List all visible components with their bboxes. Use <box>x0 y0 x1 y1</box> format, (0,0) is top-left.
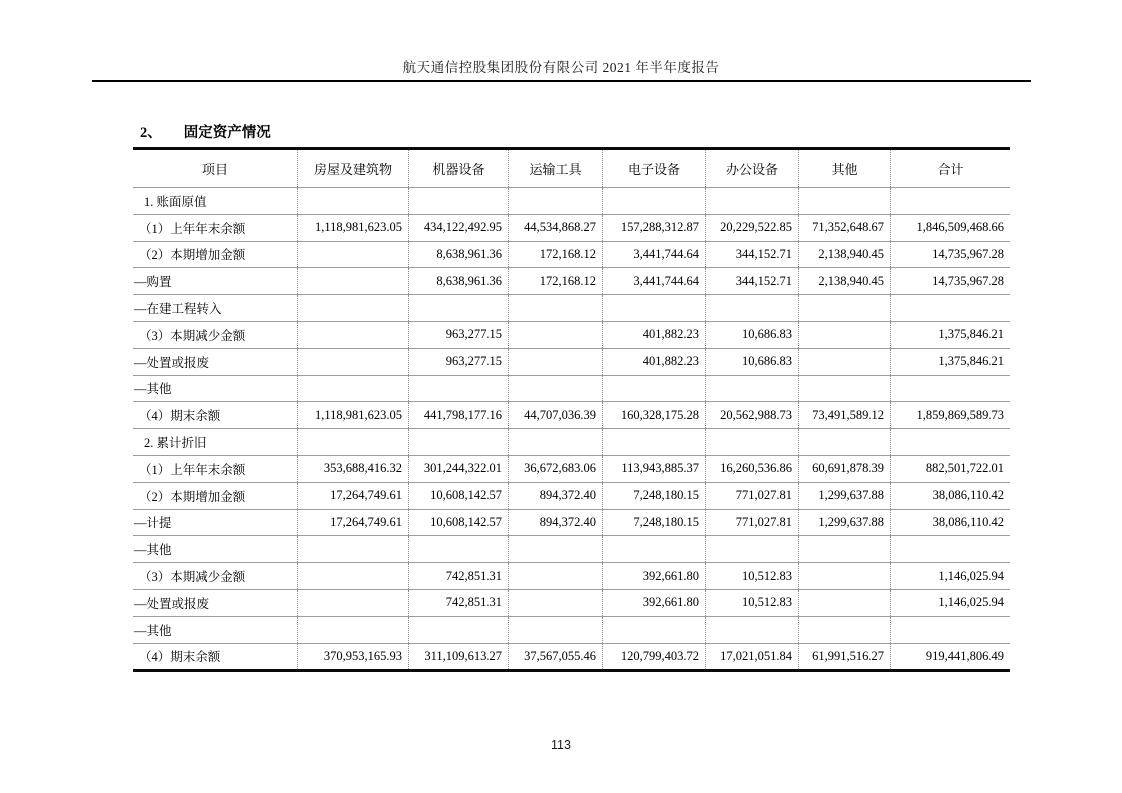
cell-value <box>508 322 602 348</box>
row-label: （4）期末余额 <box>139 650 221 665</box>
cell-value: 10,686.83 <box>705 349 798 375</box>
table-row <box>133 348 1010 375</box>
table-row <box>133 643 1010 670</box>
cell-value <box>508 590 602 616</box>
section-heading <box>133 121 1010 148</box>
table-row <box>133 241 1010 268</box>
column-header-2: 机器设备 <box>408 150 508 187</box>
cell-value <box>408 376 508 402</box>
cell-value <box>602 376 705 402</box>
cell-value <box>798 295 890 321</box>
cell-value: 44,534,868.27 <box>508 215 602 241</box>
cell-value <box>798 188 890 214</box>
cell-value <box>705 295 798 321</box>
cell-value <box>297 188 408 214</box>
cell-value <box>408 188 508 214</box>
section-number: 2、 <box>140 125 162 141</box>
cell-value: 392,661.80 <box>602 563 705 589</box>
cell-value: 882,501,722.01 <box>890 456 1010 482</box>
cell-value: 20,562,988.73 <box>705 402 798 428</box>
column-header-0: 项目 <box>201 162 228 177</box>
cell-value <box>705 188 798 214</box>
cell-value: 172,168.12 <box>508 268 602 294</box>
cell-value: 1,146,025.94 <box>890 563 1010 589</box>
row-label: 2. 累计折旧 <box>144 436 207 451</box>
cell-value: 894,372.40 <box>508 510 602 536</box>
cell-value <box>297 349 408 375</box>
cell-value: 14,735,967.28 <box>890 242 1010 268</box>
cell-value <box>798 617 890 643</box>
cell-value <box>408 429 508 455</box>
row-label: —计提 <box>134 516 172 531</box>
table-row <box>133 589 1010 616</box>
cell-value <box>508 429 602 455</box>
cell-value <box>705 617 798 643</box>
cell-value: 38,086,110.42 <box>890 510 1010 536</box>
cell-value <box>705 376 798 402</box>
cell-value: 392,661.80 <box>602 590 705 616</box>
row-label: （1）上年年末余额 <box>139 462 246 477</box>
table-row <box>133 482 1010 509</box>
cell-value: 71,352,648.67 <box>798 215 890 241</box>
header-rule <box>92 80 1031 82</box>
column-header-1: 房屋及建筑物 <box>297 150 408 187</box>
cell-value: 2,138,940.45 <box>798 268 890 294</box>
cell-value <box>297 617 408 643</box>
cell-value: 2,138,940.45 <box>798 242 890 268</box>
cell-value <box>798 349 890 375</box>
table-row <box>133 187 1010 214</box>
table-row <box>133 535 1010 562</box>
cell-value <box>798 590 890 616</box>
table-row <box>133 267 1010 294</box>
cell-value: 370,953,165.93 <box>297 644 408 670</box>
cell-value <box>890 429 1010 455</box>
cell-value: 14,735,967.28 <box>890 268 1010 294</box>
cell-value: 963,277.15 <box>408 349 508 375</box>
cell-value <box>602 536 705 562</box>
cell-value <box>798 563 890 589</box>
cell-value: 441,798,177.16 <box>408 402 508 428</box>
cell-value <box>297 563 408 589</box>
row-label: —处置或报废 <box>134 355 210 370</box>
cell-value <box>297 295 408 321</box>
cell-value: 172,168.12 <box>508 242 602 268</box>
section-title: 固定资产情况 <box>183 125 271 141</box>
cell-value: 10,512.83 <box>705 563 798 589</box>
cell-value <box>297 268 408 294</box>
cell-value: 10,608,142.57 <box>408 510 508 536</box>
cell-value: 38,086,110.42 <box>890 483 1010 509</box>
table-row <box>133 401 1010 428</box>
table-header-row <box>133 150 1010 187</box>
report-header: 航天通信控股集团股份有限公司 2021 年半年度报告 <box>402 60 720 75</box>
cell-value: 16,260,536.86 <box>705 456 798 482</box>
cell-value <box>297 429 408 455</box>
cell-value: 401,882.23 <box>602 322 705 348</box>
cell-value <box>705 536 798 562</box>
column-header-7: 合计 <box>890 150 1010 187</box>
row-label: （1）上年年末余额 <box>139 221 246 236</box>
cell-value: 1,118,981,623.05 <box>297 215 408 241</box>
table-body <box>133 187 1010 669</box>
cell-value: 3,441,744.64 <box>602 242 705 268</box>
table-row <box>133 375 1010 402</box>
cell-value <box>508 376 602 402</box>
cell-value: 1,859,869,589.73 <box>890 402 1010 428</box>
cell-value: 1,146,025.94 <box>890 590 1010 616</box>
cell-value: 120,799,403.72 <box>602 644 705 670</box>
cell-value <box>508 295 602 321</box>
row-label: —购置 <box>134 275 172 290</box>
cell-value: 742,851.31 <box>408 590 508 616</box>
cell-value <box>890 536 1010 562</box>
cell-value: 311,109,613.27 <box>408 644 508 670</box>
cell-value <box>408 295 508 321</box>
cell-value <box>297 242 408 268</box>
cell-value <box>602 188 705 214</box>
cell-value: 919,441,806.49 <box>890 644 1010 670</box>
cell-value <box>705 429 798 455</box>
cell-value <box>408 536 508 562</box>
cell-value <box>508 349 602 375</box>
row-label: （2）本期增加金额 <box>139 248 246 263</box>
cell-value <box>508 617 602 643</box>
cell-value <box>890 295 1010 321</box>
cell-value <box>408 617 508 643</box>
table-row <box>133 321 1010 348</box>
table-row <box>133 294 1010 321</box>
cell-value <box>798 536 890 562</box>
cell-value: 1,375,846.21 <box>890 322 1010 348</box>
cell-value: 742,851.31 <box>408 563 508 589</box>
cell-value <box>297 590 408 616</box>
cell-value <box>798 376 890 402</box>
row-label: —在建工程转入 <box>134 302 222 317</box>
cell-value <box>508 536 602 562</box>
cell-value: 60,691,878.39 <box>798 456 890 482</box>
cell-value <box>602 617 705 643</box>
cell-value: 8,638,961.36 <box>408 268 508 294</box>
cell-value: 1,299,637.88 <box>798 510 890 536</box>
cell-value: 7,248,180.15 <box>602 483 705 509</box>
row-label: —处置或报废 <box>134 596 210 611</box>
cell-value: 17,021,051.84 <box>705 644 798 670</box>
cell-value: 7,248,180.15 <box>602 510 705 536</box>
column-header-4: 电子设备 <box>602 150 705 187</box>
cell-value: 401,882.23 <box>602 349 705 375</box>
row-label: （3）本期减少金额 <box>139 570 246 585</box>
cell-value: 10,512.83 <box>705 590 798 616</box>
cell-value: 771,027.81 <box>705 483 798 509</box>
cell-value <box>890 376 1010 402</box>
cell-value <box>798 429 890 455</box>
cell-value: 113,943,885.37 <box>602 456 705 482</box>
table-row <box>133 509 1010 536</box>
fixed-assets-table <box>133 147 1010 672</box>
column-header-6: 其他 <box>798 150 890 187</box>
table-row <box>133 428 1010 455</box>
table-row <box>133 616 1010 643</box>
cell-value: 44,707,036.39 <box>508 402 602 428</box>
table-row <box>133 562 1010 589</box>
cell-value: 771,027.81 <box>705 510 798 536</box>
cell-value: 17,264,749.61 <box>297 510 408 536</box>
cell-value: 160,328,175.28 <box>602 402 705 428</box>
row-label: （3）本期减少金额 <box>139 328 246 343</box>
cell-value <box>508 563 602 589</box>
row-label: —其他 <box>134 543 172 558</box>
cell-value: 344,152.71 <box>705 242 798 268</box>
row-label: —其他 <box>134 382 172 397</box>
cell-value: 1,846,509,468.66 <box>890 215 1010 241</box>
cell-value: 1,118,981,623.05 <box>297 402 408 428</box>
row-label: （4）期末余额 <box>139 409 221 424</box>
table-row <box>133 455 1010 482</box>
cell-value: 17,264,749.61 <box>297 483 408 509</box>
cell-value: 344,152.71 <box>705 268 798 294</box>
cell-value: 1,375,846.21 <box>890 349 1010 375</box>
cell-value <box>890 617 1010 643</box>
cell-value: 61,991,516.27 <box>798 644 890 670</box>
column-header-5: 办公设备 <box>705 150 798 187</box>
table-row <box>133 214 1010 241</box>
cell-value: 894,372.40 <box>508 483 602 509</box>
cell-value: 434,122,492.95 <box>408 215 508 241</box>
cell-value <box>602 429 705 455</box>
cell-value: 353,688,416.32 <box>297 456 408 482</box>
cell-value <box>297 376 408 402</box>
row-label: 1. 账面原值 <box>144 194 207 209</box>
row-label: （2）本期增加金额 <box>139 489 246 504</box>
cell-value <box>297 322 408 348</box>
row-label: —其他 <box>134 623 172 638</box>
cell-value: 963,277.15 <box>408 322 508 348</box>
cell-value <box>602 295 705 321</box>
page-number: 113 <box>551 738 571 752</box>
cell-value <box>297 536 408 562</box>
cell-value: 157,288,312.87 <box>602 215 705 241</box>
cell-value: 10,686.83 <box>705 322 798 348</box>
cell-value: 37,567,055.46 <box>508 644 602 670</box>
cell-value: 73,491,589.12 <box>798 402 890 428</box>
cell-value: 1,299,637.88 <box>798 483 890 509</box>
cell-value: 301,244,322.01 <box>408 456 508 482</box>
cell-value: 10,608,142.57 <box>408 483 508 509</box>
cell-value: 36,672,683.06 <box>508 456 602 482</box>
cell-value <box>798 322 890 348</box>
cell-value: 8,638,961.36 <box>408 242 508 268</box>
cell-value <box>508 188 602 214</box>
cell-value: 20,229,522.85 <box>705 215 798 241</box>
cell-value: 3,441,744.64 <box>602 268 705 294</box>
column-header-3: 运输工具 <box>508 150 602 187</box>
cell-value <box>890 188 1010 214</box>
